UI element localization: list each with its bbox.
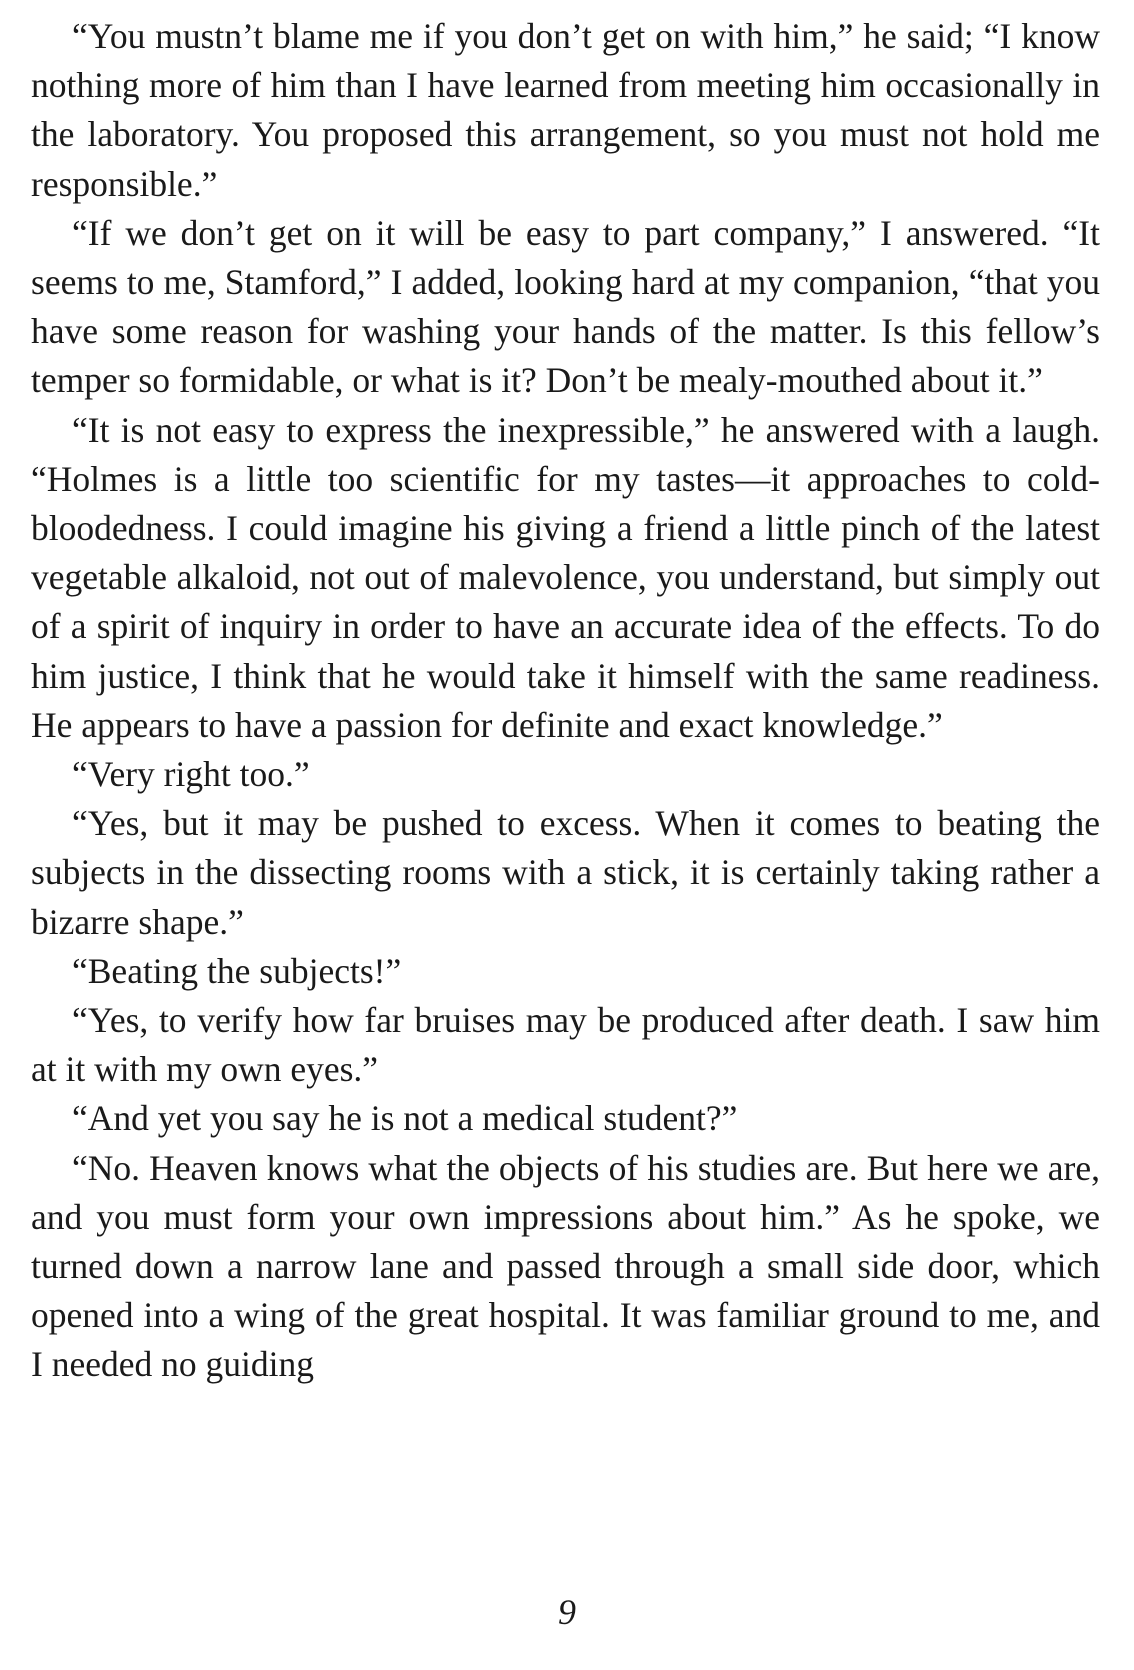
paragraph: “Beating the subjects!” [72, 950, 402, 991]
page-body [31, 12, 1100, 1390]
paragraph: “You mustn’t blame me if you don’t get on with him,” he said; “I know nothing more of him than I have learned from meeting him occasionally in the laboratory. You proposed this arrangement, so you must not hold me responsible.” [31, 16, 1100, 204]
paragraph: “If we don’t get on it will be easy to part company,” I answered. “It seems to me, Stamford,” I added, looking hard at my companion, “that you have some reason for washing your hands of the matter. Is this fellow’s temper so formidable, or what is it? Don’t be mealy-mouthed about it.” [31, 212, 1100, 401]
paragraph: “Yes, to verify how far bruises may be produced after death. I saw him at it with my own eyes.” [31, 1000, 1100, 1090]
paragraph: “It is not easy to express the inexpressible,” he answered with a laugh. “Holmes is a little too scientific for my tastes—it approaches to cold-bloodedness. I could imagine his giving a friend a little pinch of the latest vegetable alkaloid, not out of malevolence, you understand, but simply out of a spirit of inquiry in order to have an accurate idea of the effects. To do him justice, I think that he would take it himself with the same readiness. He appears to have a passion for definite and exact knowledge.” [31, 409, 1100, 745]
page-number: 9 [558, 1592, 576, 1632]
paragraph: “And yet you say he is not a medical student?” [72, 1098, 738, 1139]
paragraph: “No. Heaven knows what the objects of his studies are. But here we are, and you must form your own impressions about him.” As he spoke, we turned down a narrow lane and passed through a small side door, which opened into a wing of the great hospital. It was familiar ground to me, and I needed no guiding [31, 1147, 1100, 1385]
paragraph: “Yes, but it may be pushed to excess. When it comes to beating the subjects in the dissecting rooms with a stick, it is certainly taking rather a bizarre shape.” [31, 803, 1100, 942]
paragraph: “Very right too.” [72, 754, 310, 795]
